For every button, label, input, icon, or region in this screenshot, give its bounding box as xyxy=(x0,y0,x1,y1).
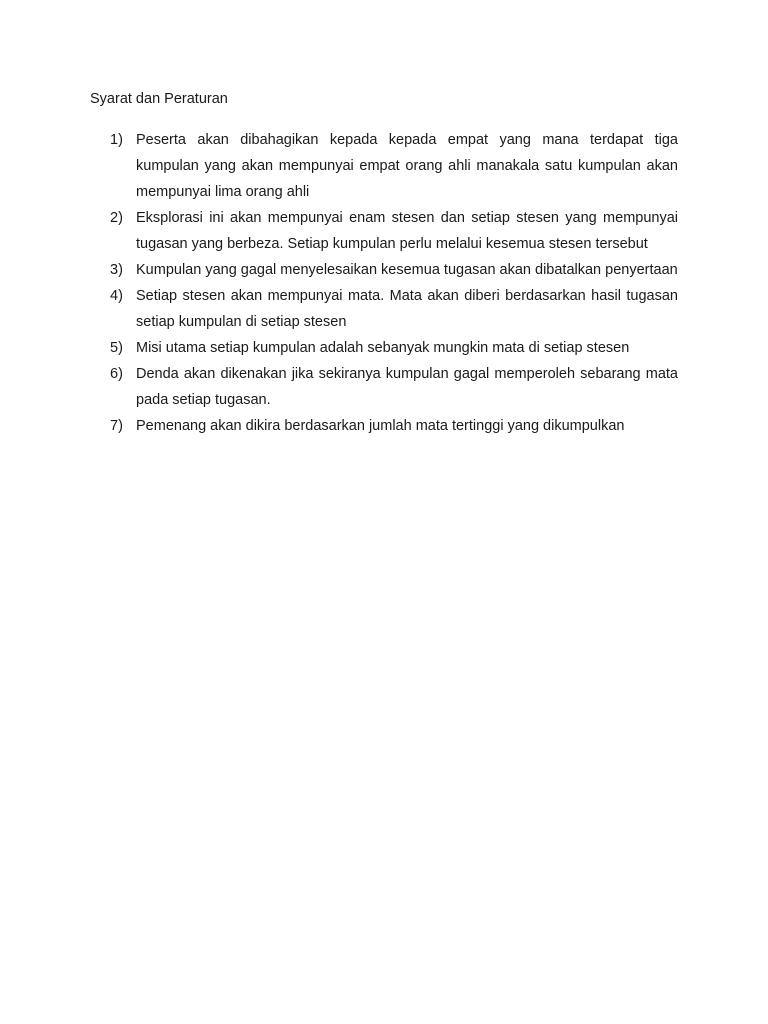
rule-text: Misi utama setiap kumpulan adalah sebanyak mungkin mata di setiap stesen xyxy=(136,340,630,356)
rule-text: Kumpulan yang gagal menyelesaikan kesemua tugasan akan dibatalkan penyertaan xyxy=(136,262,678,278)
rule-number: 6) xyxy=(110,366,123,382)
document-title: Syarat dan Peraturan xyxy=(90,91,228,107)
rule-number: 1) xyxy=(110,132,123,148)
rule-number: 5) xyxy=(110,340,123,356)
rule-number: 4) xyxy=(110,288,123,304)
rule-item xyxy=(110,127,678,205)
rule-text: Eksplorasi ini akan mempunyai enam stesen dan setiap stesen yang mempunyai tugasan yang berbeza. Setiap kumpulan perlu melalui kesemua stesen tersebut xyxy=(136,210,678,252)
rule-item xyxy=(110,283,678,335)
rule-text: Setiap stesen akan mempunyai mata. Mata akan diberi berdasarkan hasil tugasan setiap kumpulan di setiap stesen xyxy=(136,288,678,330)
rule-number: 3) xyxy=(110,262,123,278)
rule-text: Peserta akan dibahagikan kepada kepada empat yang mana terdapat tiga kumpulan yang akan mempunyai empat orang ahli manakala satu kumpulan akan mempunyai lima orang ahli xyxy=(136,132,678,200)
rule-item xyxy=(110,413,678,439)
rules-list xyxy=(110,127,678,439)
rule-item xyxy=(110,257,678,283)
rule-text: Pemenang akan dikira berdasarkan jumlah mata tertinggi yang dikumpulkan xyxy=(136,418,625,434)
rule-number: 7) xyxy=(110,418,123,434)
rule-item xyxy=(110,361,678,413)
rule-number: 2) xyxy=(110,210,123,226)
rule-text: Denda akan dikenakan jika sekiranya kumpulan gagal memperoleh sebarang mata pada setiap tugasan. xyxy=(136,366,678,408)
rule-item xyxy=(110,205,678,257)
rule-item xyxy=(110,335,678,361)
